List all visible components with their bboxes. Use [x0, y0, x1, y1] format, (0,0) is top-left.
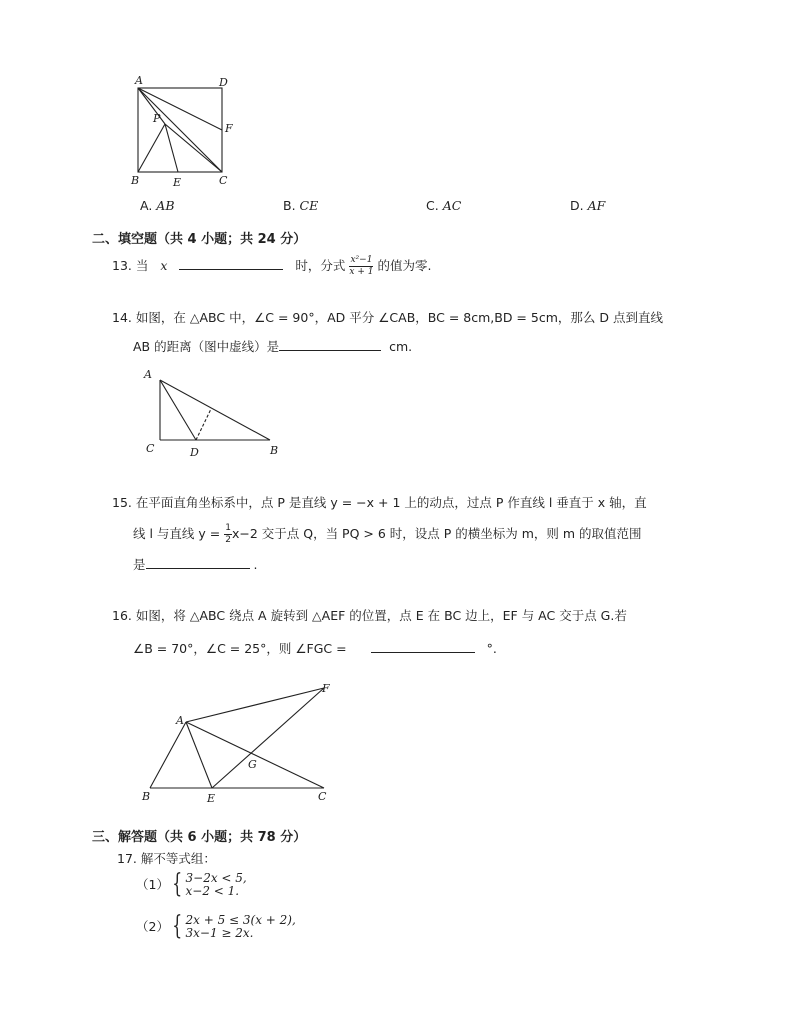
q14-label-d: D: [190, 446, 199, 459]
q17-prompt: 17. 解不等式组：: [117, 851, 216, 866]
q14-figure: [140, 364, 290, 462]
q16-label-f: F: [322, 682, 330, 695]
q14-answer-blank[interactable]: [279, 338, 381, 351]
q14-line2: AB 的距离（图中虚线）是 cm.: [133, 339, 413, 354]
q12-label-c: C: [219, 174, 228, 187]
q13-answer-blank[interactable]: [179, 257, 283, 270]
q13: 13. 当 x 时，分式 $\frac{\text{x²−1}}{x + 1}$ 的值为零.: [112, 255, 432, 277]
q16-answer-blank[interactable]: [371, 640, 475, 653]
q14-label-c: C: [146, 442, 155, 455]
q12-label-b: B: [131, 174, 140, 187]
q15-answer-blank[interactable]: [146, 556, 250, 569]
q15-fraction: $\frac{1}{2}$: [225, 523, 231, 545]
q14-label-a: A: [144, 368, 152, 381]
q12-label-f: F: [225, 122, 233, 135]
q15-line3: 是 .: [133, 557, 258, 572]
q16-line1: 16. 如图，将 △ABC 绕点 A 旋转到 △AEF 的位置，点 E 在 BC 边上，EF 与 AC 交于点 G.若: [112, 608, 627, 623]
q12-label-e: E: [173, 176, 182, 189]
q15-line2: 线 l 与直线 y = $\frac{1}{2}$ x−2 交于点 Q，当 PQ > 6 时，设点 P 的横坐标为 m，则 m 的取值范围: [133, 523, 642, 545]
q16-label-a: A: [176, 714, 184, 727]
q16-label-e: E: [207, 792, 216, 805]
q13-num: 13.: [112, 258, 132, 273]
q16-label-g: G: [248, 758, 257, 771]
q14-label-b: B: [270, 444, 279, 457]
q12-label-a: A: [135, 74, 143, 87]
q12-option-c[interactable]: C. AC: [426, 198, 462, 213]
q12-option-d[interactable]: D. AF: [570, 198, 606, 213]
q12-label-p: P: [153, 112, 161, 125]
q17-part1: （1） { 3−2x < 5, x−2 < 1.: [136, 869, 247, 900]
q17-part2: （2） { 2x + 5 ≤ 3(x + 2), 3x−1 ≥ 2x.: [136, 911, 296, 942]
q16-label-c: C: [318, 790, 327, 803]
q16-line2: ∠B = 70°，∠C = 25°，则 ∠FGC = °.: [133, 641, 497, 656]
q12-option-b[interactable]: B. CE: [283, 198, 319, 213]
q16-figure: [136, 678, 346, 806]
section3-title: 三、解答题（共 6 小题；共 78 分）: [92, 830, 307, 845]
q12-option-a[interactable]: A. AB: [140, 198, 175, 213]
q12-figure: [125, 72, 245, 190]
q15-line1: 15. 在平面直角坐标系中，点 P 是直线 y = −x + 1 上的动点，过点 P 作直线 l 垂直于 x 轴，直: [112, 495, 647, 510]
q12-label-d: D: [219, 76, 228, 89]
q13-fraction: $\frac{\text{x²−1}}{x + 1}$: [349, 255, 374, 277]
section2-title: 二、填空题（共 4 小题；共 24 分）: [92, 232, 307, 247]
q16-label-b: B: [142, 790, 151, 803]
q14-line1: 14. 如图，在 △ABC 中，∠C = 90°，AD 平分 ∠CAB，BC = 8cm,BD = 5cm，那么 D 点到直线: [112, 310, 663, 325]
